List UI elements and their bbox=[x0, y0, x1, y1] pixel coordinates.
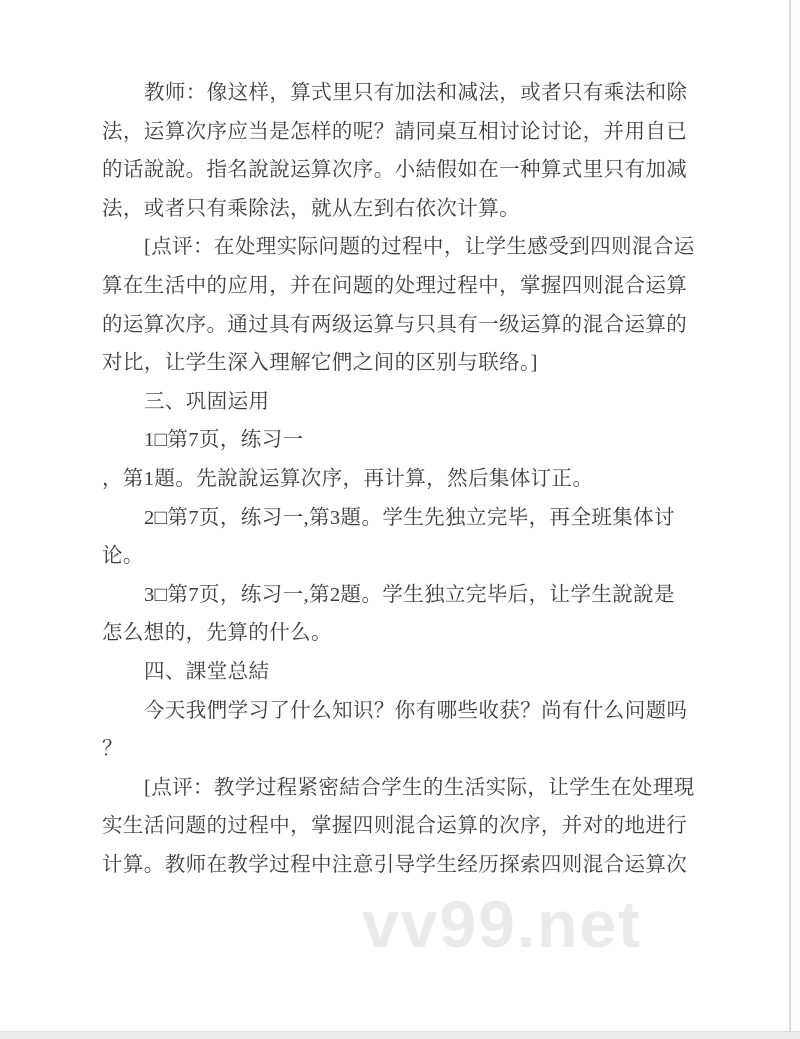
text-line: 对比，让学生深入理解它們之间的区别与联络。] bbox=[102, 352, 538, 375]
text-line: 算在生活中的应用，并在问题的处理过程中，掌握四则混合运算 bbox=[102, 274, 688, 297]
text-line: 论。 bbox=[102, 545, 144, 568]
viewer-bottom-gutter bbox=[0, 1031, 800, 1039]
text-line: [点评：教学过程紧密結合学生的生活实际，让学生在处理現 bbox=[144, 776, 695, 799]
watermark-text: vv99.net bbox=[362, 887, 643, 961]
text-line: 实生活问题的过程中，掌握四则混合运算的次序，并对的地进行 bbox=[102, 815, 688, 838]
text-line: 计算。教师在教学过程中注意引导学生经历探索四则混合运算次 bbox=[102, 853, 688, 876]
text-line: ，第1題。先說說运算次序，再计算，然后集体订正。 bbox=[102, 467, 594, 490]
text-line: 三、巩固运用 bbox=[144, 390, 270, 413]
text-line: 今天我們学习了什么知识？你有哪些收获？尚有什么问题吗 bbox=[144, 699, 688, 722]
text-line: 四、課堂总結 bbox=[144, 660, 270, 683]
text-line: 1□第7页，练习一 bbox=[144, 429, 304, 452]
text-line: [点评：在处理实际问题的过程中，让学生感受到四则混合运 bbox=[144, 236, 695, 259]
text-line: 3□第7页，练习一,第2題。学生独立完毕后，让学生說說是 bbox=[144, 583, 675, 606]
viewer-right-gutter bbox=[791, 0, 800, 1031]
text-line: ？ bbox=[102, 738, 123, 761]
text-line: 的运算次序。通过具有两级运算与只具有一级运算的混合运算的 bbox=[102, 313, 688, 336]
document-text-block bbox=[102, 74, 702, 884]
text-line: 教师：像这样，算式里只有加法和减法，或者只有乘法和除 bbox=[144, 82, 688, 104]
text-line: 法，运算次序应当是怎样的呢？請同桌互相讨论讨论，并用自已 bbox=[102, 120, 688, 143]
text-line: 2□第7页，练习一,第3題。学生先独立完毕，再全班集体讨 bbox=[144, 506, 675, 529]
text-line: 的话說說。指名說說运算次序。小結假如在一种算式里只有加减 bbox=[102, 159, 688, 182]
text-line: 怎么想的，先算的什么。 bbox=[102, 622, 332, 645]
text-line: 法，或者只有乘除法，就从左到右依次计算。 bbox=[102, 197, 520, 220]
